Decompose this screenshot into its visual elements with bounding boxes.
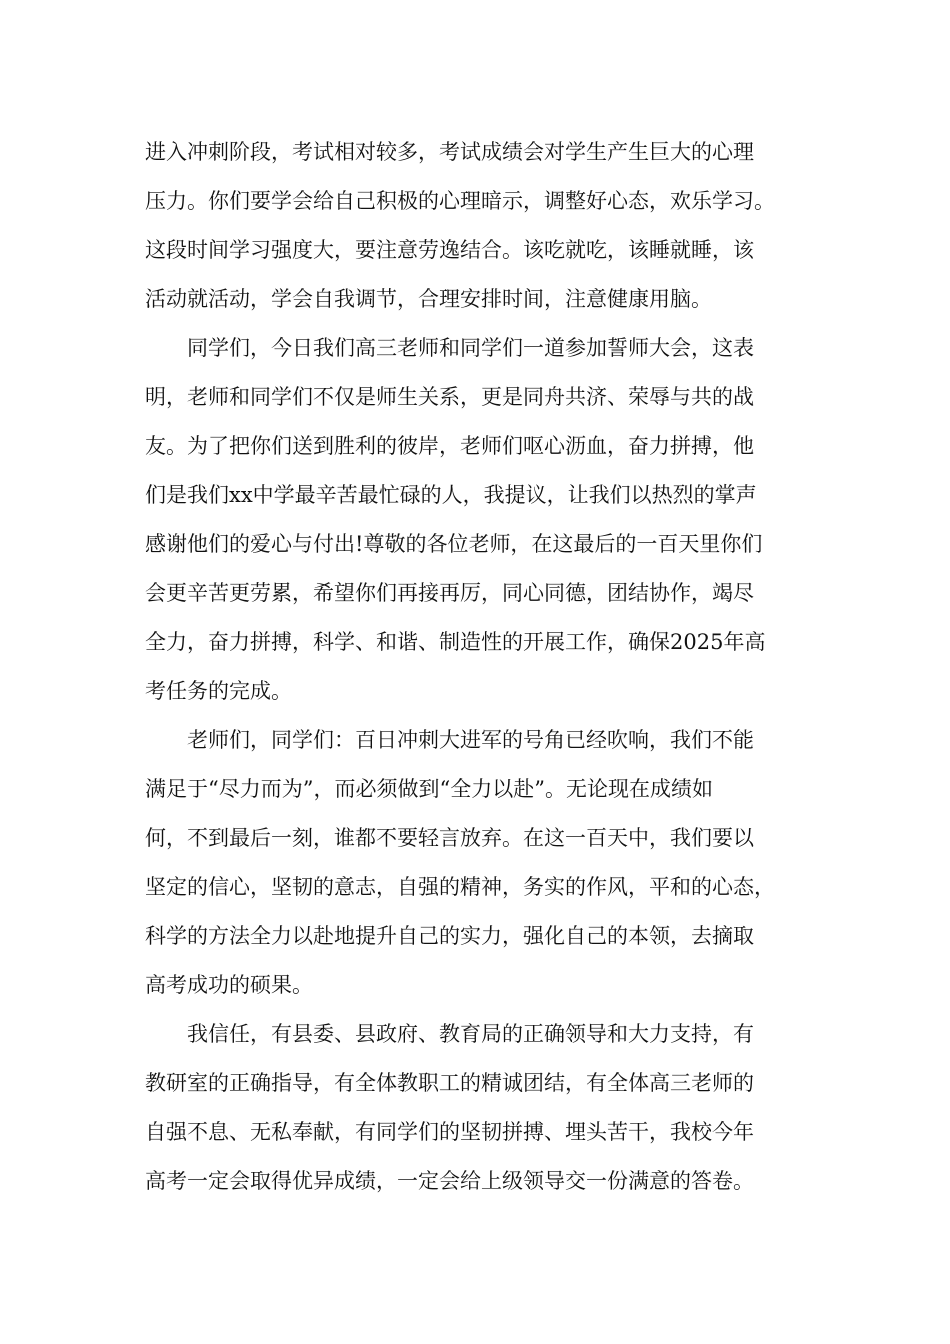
text-line: 考任务的完成。 [145,679,292,703]
text-line: 科学的方法全力以赴地提升自己的实力，强化自己的本领，去摘取 [145,924,754,948]
text-line: 感谢他们的爱心与付出!尊敬的各位老师，在这最后的一百天里你们 [145,532,763,556]
text-line: 活动就活动，学会自我调节，合理安排时间，注意健康用脑。 [145,287,712,311]
text-line: 坚定的信心，坚韧的意志，自强的精神，务实的作风，平和的心态， [145,875,775,899]
text-line: 会更辛苦更劳累，希望你们再接再厉，同心同德，团结协作，竭尽 [145,581,754,605]
text-line: 高考成功的硕果。 [145,973,313,997]
text-line: 压力。你们要学会给自己积极的心理暗示，调整好心态，欢乐学习。 [145,189,775,213]
text-line: 明，老师和同学们不仅是师生关系，更是同舟共济、荣辱与共的战 [145,385,754,409]
text-line: 全力，奋力拼搏，科学、和谐、制造性的开展工作，确保2025年高 [145,630,766,654]
text-line: 高考一定会取得优异成绩，一定会给上级领导交一份满意的答卷。 [145,1169,754,1193]
document-body [145,128,825,1206]
text-line: 友。为了把你们送到胜利的彼岸，老师们呕心沥血，奋力拼搏，他 [145,434,754,458]
text-line: 满足于“尽力而为”，而必须做到“全力以赴”。无论现在成绩如 [145,777,713,801]
text-line: 自强不息、无私奉献，有同学们的坚韧拼搏、埋头苦干，我校今年 [145,1120,754,1144]
text-line: 进入冲刺阶段，考试相对较多，考试成绩会对学生产生巨大的心理 [145,140,754,164]
text-line: 何，不到最后一刻，谁都不要轻言放弃。在这一百天中，我们要以 [145,826,754,850]
text-line: 教研室的正确指导，有全体教职工的精诚团结，有全体高三老师的 [145,1071,754,1095]
text-line: 们是我们xx中学最辛苦最忙碌的人，我提议，让我们以热烈的掌声 [145,483,757,507]
text-line: 这段时间学习强度大，要注意劳逸结合。该吃就吃，该睡就睡，该 [145,238,754,262]
text-line: 我信任，有县委、县政府、教育局的正确领导和大力支持，有 [145,1022,754,1046]
text-line: 老师们，同学们：百日冲刺大进军的号角已经吹响，我们不能 [145,728,754,752]
text-line: 同学们，今日我们高三老师和同学们一道参加誓师大会，这表 [145,336,754,360]
